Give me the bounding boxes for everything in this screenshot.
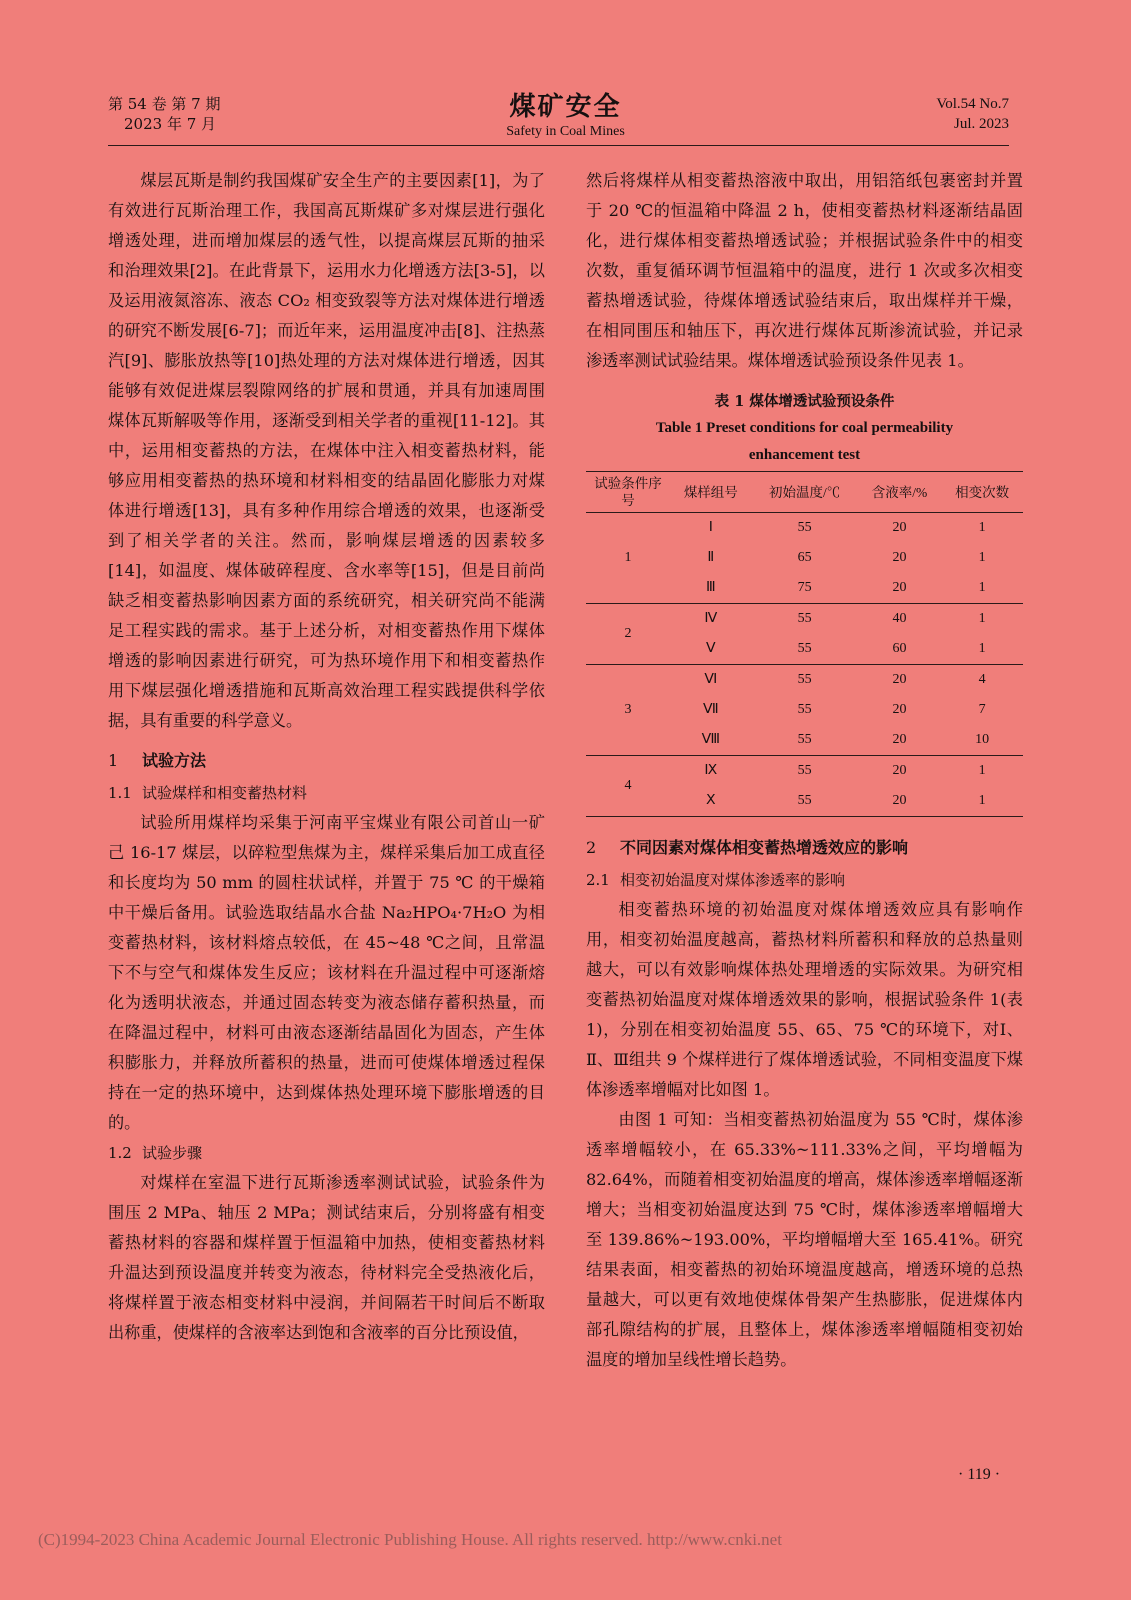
table-cell: Ⅷ [670, 725, 752, 756]
section-title: 试验煤样和相变蓄热材料 [142, 784, 308, 802]
issue-number-cn: 第 54 卷 第 7 期 [108, 95, 221, 113]
issue-info-en [936, 94, 1009, 134]
volume-number-en: Vol.54 No.7 [936, 96, 1009, 112]
table-cell: 65 [797, 550, 812, 565]
table-cell: 1 [941, 573, 1023, 604]
condition-id-cell: 2 [586, 604, 670, 665]
table-cell: 55 [797, 611, 812, 626]
section-2-heading [586, 831, 1023, 865]
table-caption-en-line: Table 1 Preset conditions for coal permeability [655, 420, 954, 436]
table-caption-en-line: enhancement test [748, 447, 861, 463]
copyright-footer: (C)1994-2023 China Academic Journal Electronic Publishing House. All rights reserved. http://www.cnki.net [38, 1530, 782, 1549]
section-number: 1.1 [108, 784, 132, 802]
table-cell: 1 [941, 786, 1023, 817]
section-title: 不同因素对煤体相变蓄热增透效应的影响 [620, 838, 909, 857]
preset-conditions-table [586, 471, 1023, 817]
table-cell: 20 [892, 702, 907, 717]
table-cell: 55 [797, 672, 812, 687]
condition-id-cell: 3 [586, 665, 670, 756]
table-row [586, 665, 1023, 696]
table-cell: 55 [797, 702, 812, 717]
table-cell: 75 [752, 573, 858, 604]
issue-date-cn: 2023 年 7 月 [124, 115, 217, 133]
right-column [586, 166, 1023, 1375]
section-number: 2.1 [586, 871, 610, 889]
table-cell: 10 [941, 725, 1023, 756]
section-title: 试验步骤 [142, 1144, 203, 1162]
issue-date-en: Jul. 2023 [953, 116, 1009, 132]
table-cell: 20 [858, 725, 942, 756]
table-cell: 55 [752, 786, 858, 817]
condition-id-cell: 4 [586, 756, 670, 817]
table-caption-en [586, 415, 1023, 469]
section-number: 2 [586, 838, 597, 857]
table-cell: Ⅹ [670, 786, 752, 817]
table-cell: 1 [941, 634, 1023, 665]
table-cell: Ⅳ [704, 611, 718, 626]
table-cell: 55 [797, 763, 812, 778]
table-cell: Ⅰ [708, 520, 713, 535]
table-header-cell: 相变次数 [941, 472, 1023, 513]
table-cell: 20 [858, 573, 942, 604]
table-cell: 7 [978, 702, 986, 717]
section-1-2-paragraph: 对煤样在室温下进行瓦斯渗透率测试试验，试验条件为围压 2 MPa、轴压 2 MPa；测试结束后，分别将盛有相变蓄热材料的容器和煤样置于恒温箱中加热，使相变蓄热材料升温达到预设温度并转变为液态，待材料完全受热液化后，将煤样置于液态相变材料中浸润，并间隔若干时间后不断取出称重，使煤样的含液率达到饱和含液率的百分比预设值， [108, 1173, 545, 1342]
table-cell: 20 [892, 763, 907, 778]
header-rule [108, 145, 1009, 146]
section-1-2-continued: 然后将煤样从相变蓄热溶液中取出，用铝箔纸包裹密封并置于 20 ℃的恒温箱中降温 2 h，使相变蓄热材料逐渐结晶固化，进行煤体相变蓄热增透试验；并根据试验条件中的相变次数，重复循环调节恒温箱中的温度，进行 1 次或多次相变蓄热增透试验，待煤体增透试验结束后，取出煤样并干燥，在相同围压和轴压下，再次进行煤体瓦斯渗流试验，并记录渗透率测试试验结果。煤体增透试验预设条件见表 1。 [586, 171, 1023, 370]
table-caption-cn: 表 1 煤体增透试验预设条件 [714, 393, 895, 410]
section-2-1-paragraph-2: 由图 1 可知：当相变蓄热初始温度为 55 ℃时，煤体渗透率增幅较小，在 65.33%~111.33%之间，平均增幅为 82.64%，而随着相变初始温度的增高，煤体渗透率增幅逐渐增大；当相变初始温度达到 75 ℃时，煤体渗透率增幅增大至 139.86%~193.00%，平均增幅增大至 165.41%。研究结果表面，相变蓄热的初始环境温度越高，增透环境的总热量越大，可以更有效地使煤体骨架产生热膨胀，促进煤体内部孔隙结构的扩展，且整体上，煤体渗透率增幅随相变初始温度的增加呈线性增长趋势。 [586, 1110, 1023, 1369]
table-cell: 20 [892, 672, 907, 687]
table-cell: 4 [978, 672, 986, 687]
table-cell: Ⅵ [704, 672, 718, 687]
table-row [586, 756, 1023, 787]
section-2-1-heading [586, 865, 1023, 895]
section-number: 1 [108, 751, 119, 770]
table-cell: 20 [892, 550, 907, 565]
table-cell: 1 [978, 520, 986, 535]
page-number: · 119 · [958, 1466, 1001, 1483]
table-cell: 60 [858, 634, 942, 665]
section-title: 相变初始温度对煤体渗透率的影响 [620, 871, 846, 889]
intro-paragraph: 煤层瓦斯是制约我国煤矿安全生产的主要因素[1]，为了有效进行瓦斯治理工作，我国高瓦斯煤矿多对煤层进行强化增透处理，进而增加煤层的透气性，以提高煤层瓦斯的抽采和治理效果[2]。在此背景下，运用水力化增透方法[3-5]，以及运用液氮溶冻、液态 CO₂ 相变致裂等方法对煤体进行增透的研究不断发展[6-7]；而近年来，运用温度冲击[8]、注热蒸汽[9]、膨胀放热等[10]热处理的方法对煤体进行增透，因其能够有效促进煤层裂隙网络的扩展和贯通，并具有加速周围煤体瓦斯解吸等作用，逐渐受到相关学者的重视[11-12]。其中，运用相变蓄热的方法，在煤体中注入相变蓄热材料，能够应用相变蓄热的热环境和材料相变的结晶固化膨胀力对煤体进行增透[13]，具有多种作用综合增透的效果，也逐渐受到了相关学者的关注。然而，影响煤层增透的因素较多[14]，如温度、煤体破碎程度、含水率等[15]，但是目前尚缺乏相变蓄热影响因素方面的系统研究，相关研究尚不能满足工程实践的需求。基于上述分析，对相变蓄热作用下煤体增透的影响因素进行研究，可为热环境作用下和相变蓄热作用下煤层强化增透措施和瓦斯高效治理工程实践提供科学依据，具有重要的科学意义。 [108, 171, 545, 730]
table-header-cell: 初始温度/℃ [752, 472, 858, 513]
table-header-cell: 含液率/% [858, 472, 942, 513]
table-cell: 1 [978, 611, 986, 626]
table-cell: 55 [797, 520, 812, 535]
table-header-cell: 煤样组号 [670, 472, 752, 513]
table-cell: 20 [892, 520, 907, 535]
table-row [586, 513, 1023, 544]
table-cell: Ⅲ [670, 573, 752, 604]
journal-title-cn: 煤矿安全 [509, 92, 622, 122]
section-1-1-paragraph: 试验所用煤样均采集于河南平宝煤业有限公司首山一矿己 16-17 煤层，以碎粒型焦煤为主，煤样采集后加工成直径和长度均为 50 mm 的圆柱状试样，并置于 75 ℃ 的干燥箱中干燥后备用。试验选取结晶水合盐 Na₂HPO₄·7H₂O 为相变蓄热材料，该材料熔点较低，在 45~48 ℃之间，且常温下不与空气和煤体发生反应；该材料在升温过程中可逐渐熔化为透明状液态，并通过固态转变为液态储存蓄积热量，而在降温过程中，材料可由液态逐渐结晶固化为固态，产生体积膨胀力，并释放所蓄积的热量，进而可使煤体增透过程保持在一定的热环境中，达到煤体热处理环境下膨胀增透的目的。 [108, 813, 545, 1132]
table-cell: Ⅸ [704, 763, 718, 778]
section-2-1-paragraph: 相变蓄热环境的初始温度对煤体增透效应具有影响作用，相变初始温度越高，蓄热材料所蓄积和释放的总热量则越大，可以有效影响煤体热处理增透的实际效果。为研究相变蓄热初始温度对煤体增透效果的影响，根据试验条件 1(表 1)，分别在相变初始温度 55、65、75 ℃的环境下，对Ⅰ、Ⅱ、Ⅲ组共 9 个煤样进行了煤体增透试验，不同相变温度下煤体渗透率增幅对比如图 1。 [586, 900, 1023, 1099]
table-header-row [586, 472, 1023, 513]
table-cell: 55 [752, 725, 858, 756]
condition-id-cell: 1 [586, 513, 670, 604]
table-cell: 1 [978, 550, 986, 565]
section-1-2-heading [108, 1138, 545, 1168]
section-title: 试验方法 [142, 751, 207, 770]
table-cell: 55 [752, 634, 858, 665]
section-1-1-heading [108, 778, 545, 808]
section-number: 1.2 [108, 1144, 132, 1162]
table-header-cell: 试验条件序号 [586, 472, 670, 513]
table-row [586, 604, 1023, 635]
left-column [108, 166, 545, 1348]
journal-title-en: Safety in Coal Mines [506, 124, 625, 139]
table-cell: 20 [858, 786, 942, 817]
table-cell: 1 [978, 763, 986, 778]
section-1-heading [108, 744, 545, 778]
table-cell: 40 [892, 611, 907, 626]
table-cell: Ⅶ [702, 702, 719, 717]
table-cell: Ⅱ [707, 550, 715, 565]
table-cell: Ⅴ [670, 634, 752, 665]
